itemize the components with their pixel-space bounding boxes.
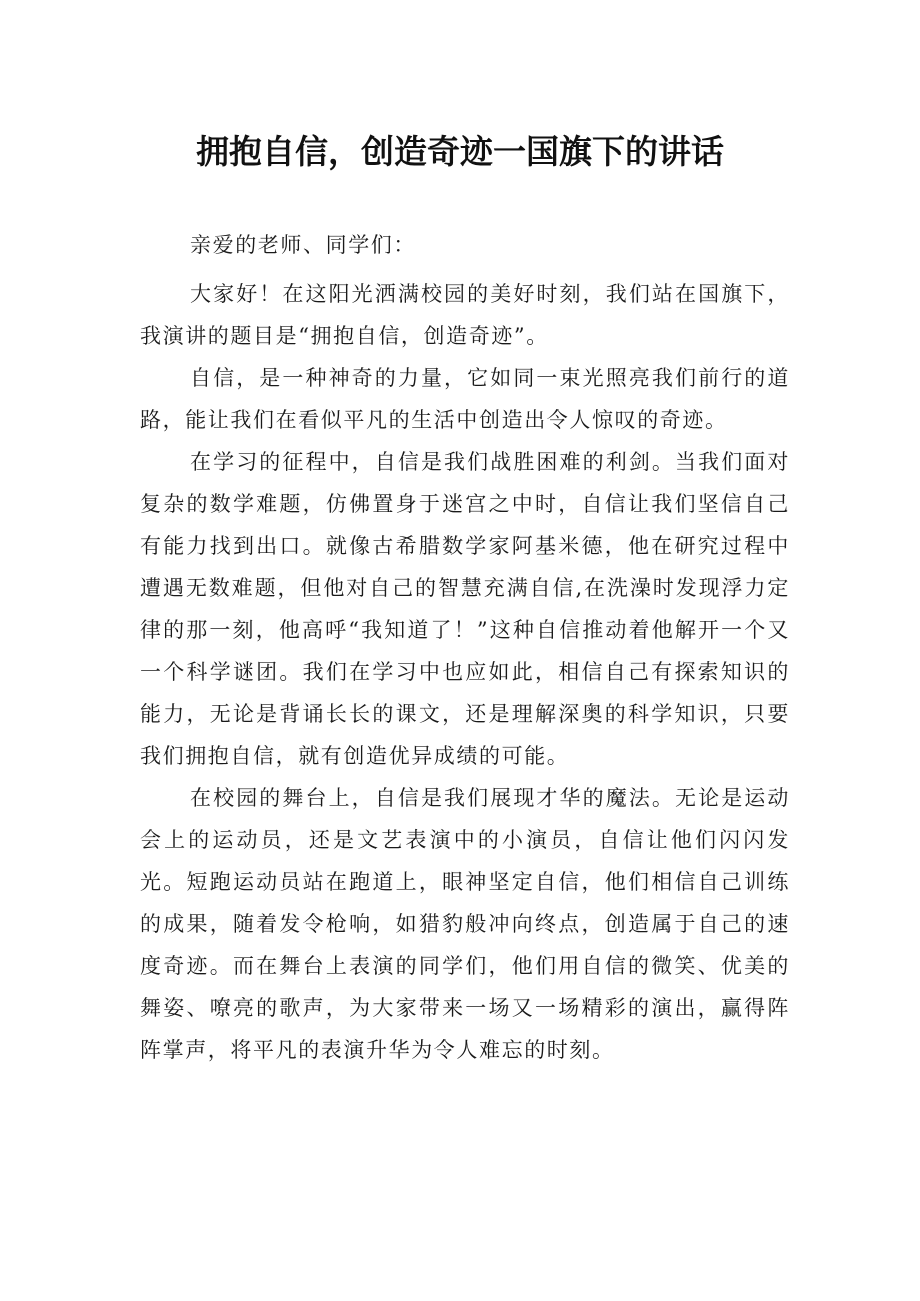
paragraph-confidence-definition: 自信，是一种神奇的力量，它如同一束光照亮我们前行的道路，能让我们在看似平凡的生活中创造出令人惊叹的奇迹。 [140, 366, 790, 432]
greeting-line: 亲爱的老师、同学们： [190, 233, 416, 257]
paragraph-greeting-intro: 大家好！在这阳光洒满校园的美好时刻，我们站在国旗下，我演讲的题目是“拥抱自信，创造奇迹”。 [140, 282, 790, 348]
document-title: 拥抱自信，创造奇迹一国旗下的讲话 [196, 132, 724, 171]
paragraph-study: 在学习的征程中，自信是我们战胜困难的利剑。当我们面对复杂的数学难题，仿佛置身于迷宫之中时，自信让我们坚信自己有能力找到出口。就像古希腊数学家阿基米德，他在研究过程中遭遇无数难题，但他对自己的智慧充满自信,在洗澡时发现浮力定律的那一刻，他高呼“我知道了！”这种自信推动着他解开一个又一个科学谜团。我们在学习中也应如此，相信自己有探索知识的能力，无论是背诵长长的课文，还是理解深奥的科学知识，只要我们拥抱自信，就有创造优异成绩的可能。 [140, 450, 790, 768]
document-body [140, 225, 790, 1071]
paragraph-stage: 在校园的舞台上，自信是我们展现才华的魔法。无论是运动会上的运动员，还是文艺表演中的小演员，自信让他们闪闪发光。短跑运动员站在跑道上，眼神坚定自信，他们相信自己训练的成果，随着发令枪响，如猎豹般冲向终点，创造属于自己的速度奇迹。而在舞台上表演的同学们，他们用自信的微笑、优美的舞姿、嘹亮的歌声，为大家带来一场又一场精彩的演出，赢得阵阵掌声，将平凡的表演升华为令人难忘的时刻。 [140, 786, 790, 1062]
